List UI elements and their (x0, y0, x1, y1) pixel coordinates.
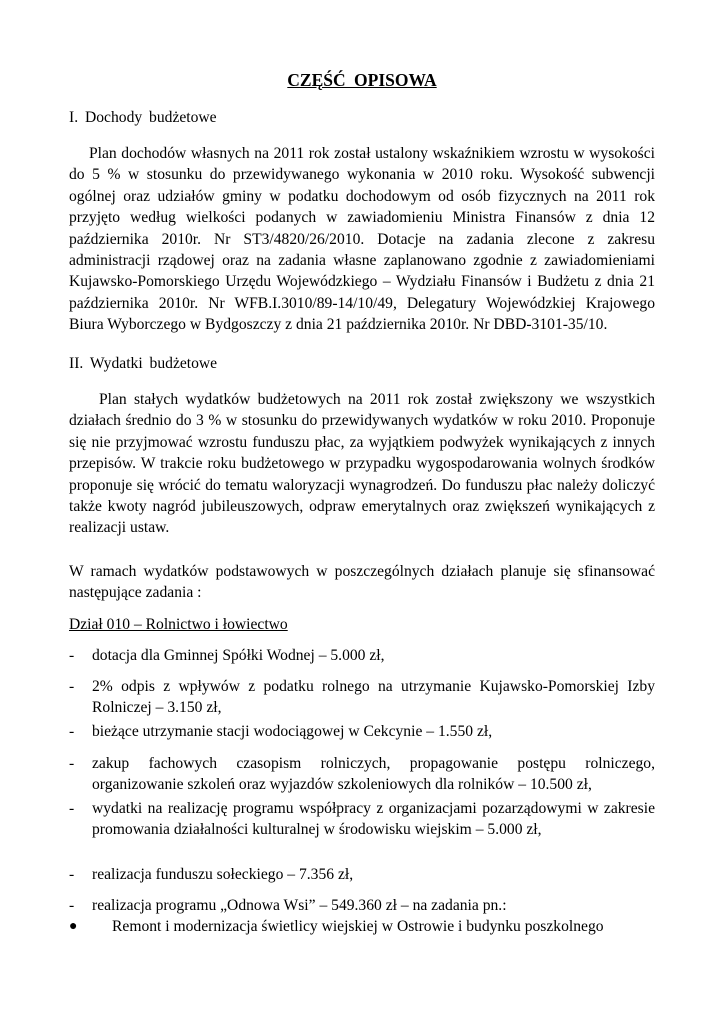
dash-marker: - (69, 897, 75, 914)
dash-marker: - (69, 723, 75, 740)
list-item-text: zakup fachowych czasopism rolniczych, propagowanie postępu rolniczego, organizowanie szkoleń oraz wyjazdów szkoleniowych dla rolników – 10.500 zł, (92, 755, 655, 794)
section-1-paragraph: Plan dochodów własnych na 2011 rok został ustalony wskaźnikiem wzrostu w wysokości do 5 % w stosunku do przewidywanego wykonania w 2010 roku. Wysokość subwencji ogólnej oraz udziałów gminy w podatku dochodowym od osób fizycznych na 2011 rok przyjęto według wielkości podanych w zawiadomieniu Ministra Finansów z dnia 12 października 2010r. Nr ST3/4820/26/2010. Dotacje na zadania zlecone z zakresu administracji rządowej oraz na zadania własne zaplanowano zgodnie z zawiadomieniami Kujawsko-Pomorskiego Urzędu Wojewódzkiego – Wydziału Finansów i Budżetu z dnia 21 października 2010r. Nr WFB.I.3010/89-14/10/49, Delegatury Wojewódzkiej Krajowego Biura Wyborczego w Bydgoszczy z dnia 21 października 2010r. Nr DBD-3101-35/10. (69, 145, 655, 334)
list-item-text: realizacja funduszu sołeckiego – 7.356 zł, (92, 866, 354, 883)
dash-marker: - (69, 755, 75, 772)
list-item-text: bieżące utrzymanie stacji wodociągowej w Cekcynie – 1.550 zł, (92, 723, 493, 740)
dash-marker: - (69, 800, 75, 817)
bullet-icon: ● (69, 919, 78, 934)
dash-marker: - (69, 647, 75, 664)
dash-marker: - (69, 678, 75, 695)
dash-marker: - (69, 866, 75, 883)
bullet-item-text: Remont i modernizacja świetlicy wiejskiej w Ostrowie i budynku poszkolnego (112, 918, 604, 935)
list-item-text: wydatki na realizację programu współpracy z organizacjami pozarządowymi w zakresie promowania działalności kulturalnej w środowisku wiejskim – 5.000 zł, (92, 800, 655, 839)
list-item-text: dotacja dla Gminnej Spółki Wodnej – 5.000 zł, (92, 647, 385, 664)
page-title: CZĘŚĆ OPISOWA (287, 70, 437, 90)
list-item-text: 2% odpis z wpływów z podatku rolnego na utrzymanie Kujawsko-Pomorskiej Izby Rolniczej – 3.150 zł, (92, 678, 655, 717)
section-2-heading: II. Wydatki budżetowe (69, 355, 218, 372)
section-subheading: Dział 010 – Rolnictwo i łowiectwo (69, 616, 288, 633)
list-item-text: realizacja programu „Odnowa Wsi” – 549.360 zł – na zadania pn.: (92, 897, 507, 914)
section-2-paragraph-1: Plan stałych wydatków budżetowych na 2011 rok został zwiększony we wszystkich działach średnio do 3 % w stosunku do przewidywanych wydatków w roku 2010. Proponuje się nie przyjmować wzrostu funduszu płac, za wyjątkiem podwyżek wynikających z innych przepisów. W trakcie roku budżetowego w przypadku wygospodarowania wolnych środków proponuje się wrócić do tematu waloryzacji wynagrodzeń. Do funduszu płac należy doliczyć także kwoty nagród jubileuszowych, odpraw emerytalnych oraz zwiększeń wynikających z realizacji ustaw. (69, 391, 655, 537)
section-1-heading: I. Dochody budżetowe (69, 109, 217, 126)
section-2-paragraph-2: W ramach wydatków podstawowych w poszczególnych działach planuje się sfinansować następujące zadania : (69, 563, 655, 602)
